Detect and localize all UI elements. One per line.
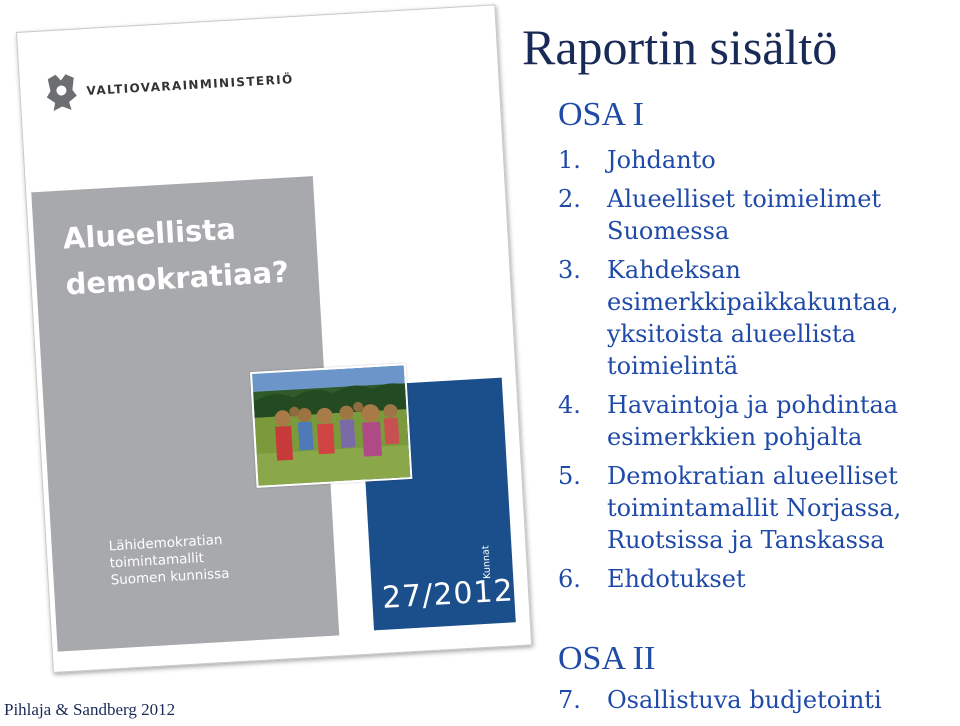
toc-item-number: 5. [558, 462, 581, 490]
toc-item [558, 389, 958, 453]
toc-item [558, 144, 958, 176]
toc-item-text: Kahdeksan esimerkkipaikkakuntaa, yksitoista alueellista toimielintä [607, 256, 899, 380]
image-credit: Pihlaja & Sandberg 2012 [4, 700, 176, 719]
cover-title [62, 203, 290, 308]
cover-title-line-2: demokratiaa? [64, 254, 290, 302]
ministry-logo [43, 59, 294, 113]
table-of-contents-part-2 [558, 684, 958, 723]
report-cover [16, 4, 532, 673]
toc-item [558, 563, 958, 595]
cover-series-title [108, 532, 230, 590]
ministry-name: VALTIOVARAINMINISTERIÖ [86, 72, 294, 99]
toc-item-text: Demokratian alueelliset toimintamallit Norjassa, Ruotsissa ja Tanskassa [607, 462, 902, 554]
table-of-contents-part-1 [558, 144, 958, 602]
toc-item-number: 6. [558, 565, 581, 593]
toc-item [558, 183, 958, 247]
toc-item-number: 2. [558, 185, 581, 213]
part-1-heading: OSA I [558, 96, 644, 133]
cover-series-line-1: Lähidemokratian [108, 531, 223, 555]
cover-photo-scarecrows [250, 363, 412, 488]
toc-item-text: Alueelliset toimielimet Suomessa [607, 185, 882, 245]
toc-item-text: Johdanto [607, 146, 716, 174]
toc-item-number: 3. [558, 256, 581, 284]
toc-item-number: 7. [558, 686, 581, 714]
toc-item-number: 1. [558, 146, 581, 174]
toc-item-text: Osallistuva budjetointi [607, 686, 882, 714]
cover-series-line-3: Suomen kunnissa [110, 565, 230, 589]
toc-item [558, 684, 958, 716]
toc-item [558, 254, 958, 382]
toc-item-number: 4. [558, 391, 581, 419]
cover-publication-number: 27/2012 [381, 573, 515, 616]
toc-item [558, 460, 958, 556]
page-title: Raportin sisältö [522, 19, 838, 75]
toc-item-text: Ehdotukset [607, 565, 746, 593]
cover-category: Kunnat [480, 545, 494, 580]
toc-item-text: Havaintoja ja pohdintaa esimerkkien pohjalta [607, 391, 899, 451]
part-2-heading: OSA II [558, 640, 656, 677]
cover-title-line-1: Alueellista [61, 211, 237, 256]
cover-series-line-2: toimintamallit [109, 550, 205, 572]
lion-crest-icon [43, 72, 79, 114]
